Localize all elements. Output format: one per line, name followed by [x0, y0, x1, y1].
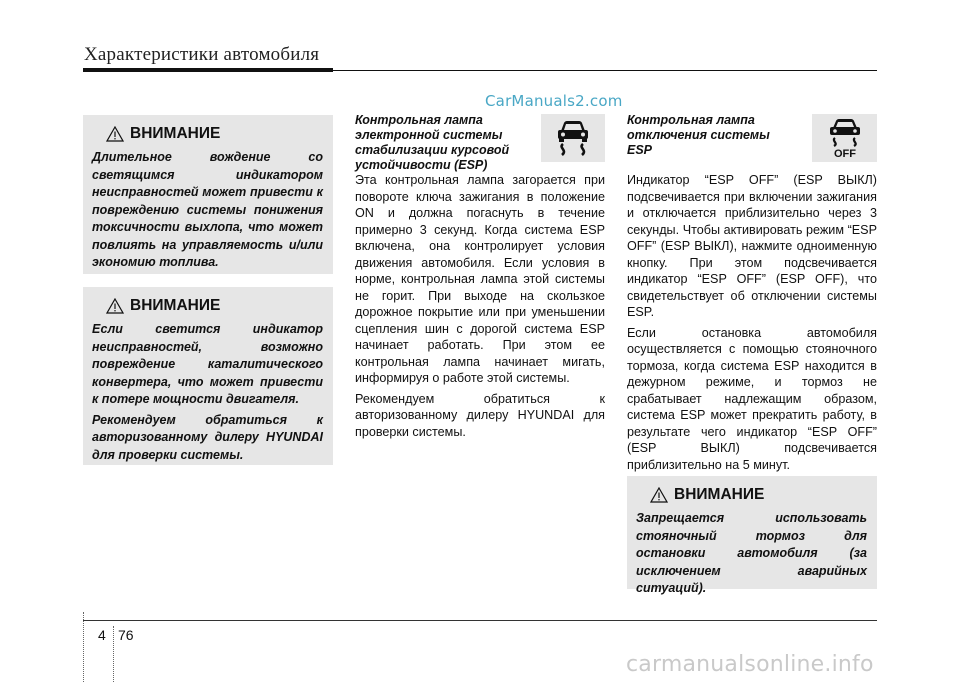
warning-heading [650, 486, 867, 504]
footer-left-dotted [83, 612, 85, 682]
warning-box-1 [83, 115, 333, 274]
esp-skidding-car-icon [550, 118, 596, 158]
warning-title: ВНИМАНИЕ [130, 125, 221, 142]
esp-section-title: Контрольная лампа электронной системы стабилизации курсовой устойчивости (ESP) [355, 113, 510, 172]
esp-off-label: OFF [833, 148, 856, 159]
esp-off-paragraph: Если остановка автомобиля осуществляется с помощью стояночного тормоза, когда система ESP находится в дежурном режиме, и тормоз не срабатывает надлежащим образом, система ESP может прекратить работу, в результате чего индикатор “ESP OFF” (ESP ВЫКЛ) подсвечивается приблизительно на 5 минут. [627, 325, 877, 472]
esp-off-indicator-box [812, 114, 877, 162]
warning-title: ВНИМАНИЕ [674, 486, 765, 503]
warning-paragraph: Рекомендуем обратиться к авторизованному дилеру HYUNDAI для проверки системы. [92, 412, 323, 462]
page-header-title: Характеристики автомобиля [84, 44, 320, 65]
warning-box-3 [627, 476, 877, 595]
footer-rule [83, 620, 877, 621]
esp-off-body [627, 172, 877, 473]
watermark-top[interactable]: CarManuals2.com [485, 92, 623, 110]
warning-triangle-icon [650, 487, 668, 503]
chapter-number: 4 [98, 627, 106, 643]
warning-heading [106, 297, 323, 315]
page-number: 76 [118, 627, 134, 643]
header-rule-thin [333, 70, 877, 71]
esp-paragraph: Рекомендуем обратиться к авторизованному дилеру HYUNDAI для проверки системы. [355, 391, 605, 439]
warning-paragraph: Если светится индикатор неисправностей, возможно повреждение каталитического конвертера, что может привести к потере мощности двигателя. [92, 322, 323, 406]
esp-off-paragraph: Индикатор “ESP OFF” (ESP ВЫКЛ) подсвечивается при включении зажигания и отключается приблизительно через 3 секунды. Чтобы активировать режим “ESP OFF” (ESP ВЫКЛ), нажмите одноименную кнопку. При этом подсвечивается индикатор “ESP OFF” (ESP OFF), что свидетельствует об отключении системы ESP. [627, 173, 877, 319]
warning-text: Длительное вождение со светящимся индикатором неисправностей может привести к повреждению системы понижения токсичности выхлопа, что может повлиять на управляемость и/или экономию топлива. [92, 150, 323, 269]
warning-heading [106, 125, 323, 143]
warning-text: Запрещается использовать стояночный тормоз для остановки автомобиля (за исключением аварийных ситуаций). [636, 511, 867, 595]
esp-off-icon [822, 117, 868, 159]
esp-body [355, 172, 605, 440]
warning-triangle-icon [106, 298, 124, 314]
header-rule-thick [83, 68, 333, 72]
footer-separator [113, 626, 115, 682]
watermark-bottom[interactable]: carmanualsonline.info [626, 652, 874, 677]
warning-title: ВНИМАНИЕ [130, 297, 221, 314]
warning-box-2 [83, 287, 333, 465]
esp-indicator-box [541, 114, 605, 162]
esp-paragraph: Эта контрольная лампа загорается при повороте ключа зажигания в положение ON и должна погаснуть в течение примерно 3 секунд. Когда система ESP включена, она контролирует условия движения автомобиля. Если условия в норме, контрольная лампа этой системы не горит. При выходе на скользкое дорожное покрытие или при уменьшении сцепления шин с дорогой система ESP начинает работать. При этом ее контрольная лампа начинает мигать, информируя о работе этой системы. [355, 173, 605, 385]
esp-off-section-title: Контрольная лампа отключения системы ESP [627, 113, 770, 157]
warning-triangle-icon [106, 126, 124, 142]
